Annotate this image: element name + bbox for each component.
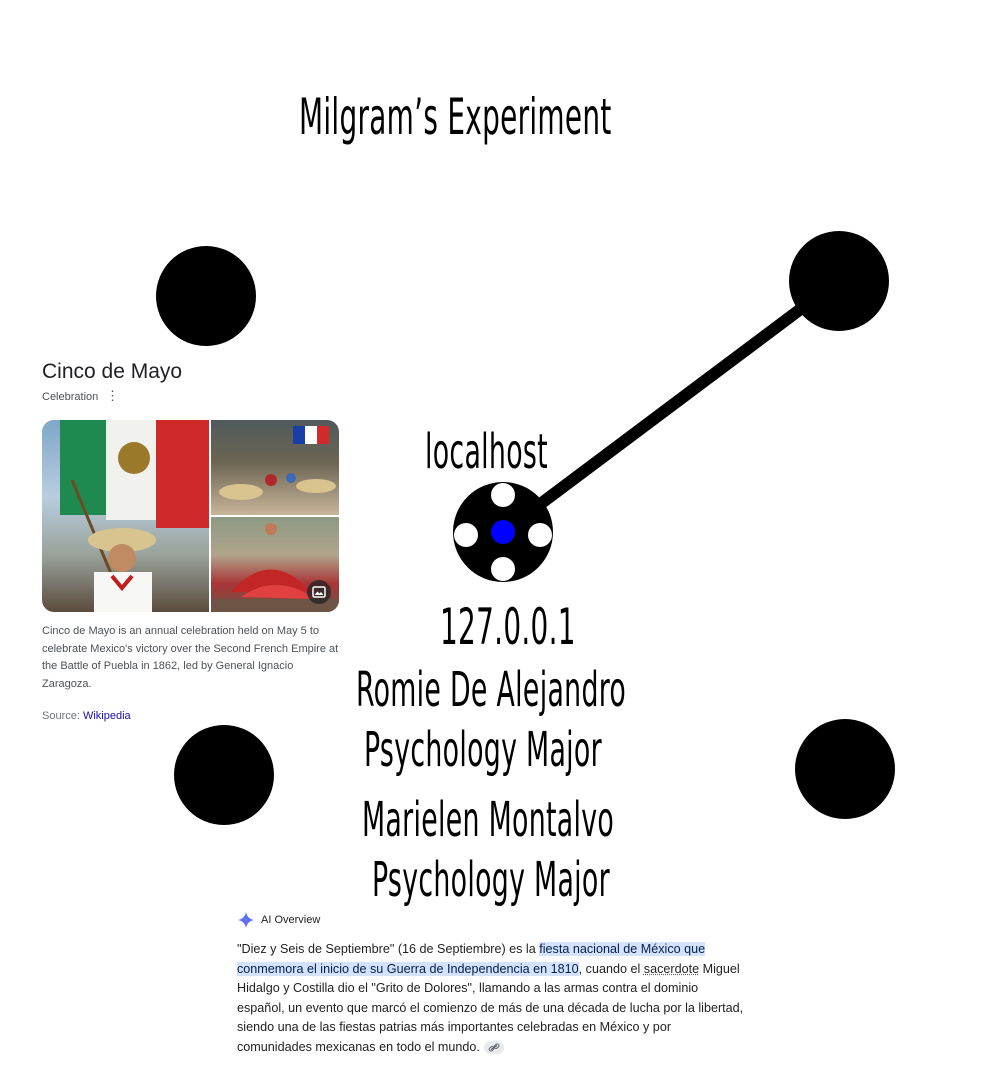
more-vert-icon[interactable]: ⋮ [106, 388, 119, 403]
parade-illustration [211, 420, 339, 515]
link-icon[interactable] [484, 1041, 504, 1054]
node-top-right[interactable] [789, 231, 889, 331]
knowledge-panel-source [42, 710, 131, 722]
localhost-node[interactable] [453, 482, 553, 582]
wikipedia-link[interactable]: Wikipedia [82, 710, 131, 722]
knowledge-panel-title: Cinco de Mayo [42, 360, 183, 383]
localhost-core [491, 520, 515, 544]
host-label: localhost [425, 424, 548, 480]
node-bottom-left[interactable] [174, 725, 274, 825]
localhost-port-left [454, 523, 478, 547]
localhost-port-top [491, 483, 515, 507]
source-label: Source: [42, 710, 80, 722]
gallery-image-parade[interactable] [211, 420, 339, 515]
ai-overview-title: AI Overview [261, 914, 321, 926]
ai-overview-header [237, 910, 320, 930]
node-top-left[interactable] [156, 246, 256, 346]
gallery-image-dancers[interactable] [211, 517, 339, 612]
author-2-role: Psychology Major [372, 852, 610, 908]
ai-definition-term[interactable]: sacerdote [643, 961, 700, 976]
ai-text-part-1: "Diez y Seis de Septiembre" (16 de Septiembre) es la [237, 942, 540, 956]
gemini-sparkle-icon [237, 911, 255, 929]
gallery-image-flag-boy[interactable] [42, 420, 209, 612]
ai-overview-body [237, 940, 747, 1058]
ai-text-part-2: , cuando el [578, 961, 644, 976]
ip-address-label: 127.0.0.1 [440, 598, 576, 656]
node-bottom-right[interactable] [795, 719, 895, 819]
flag-illustration [42, 420, 209, 612]
edge-localhost-to-node-top-right [503, 281, 838, 532]
ai-highlight[interactable]: fiesta nacional de México que conmemora el inicio de su Guerra de Independencia en 1810 [237, 942, 706, 976]
page-title: Milgram’s Experiment [299, 88, 612, 146]
author-1-role: Psychology Major [364, 722, 602, 778]
localhost-port-bottom [491, 557, 515, 581]
author-1-name: Romie De Alejandro [356, 662, 627, 718]
knowledge-panel-description: Cinco de Mayo is an annual celebration held on May 5 to celebrate Mexico's victory over the Second French Empire at the Battle of Puebla in 1862, led by General Ignacio Zaragoza. [42, 625, 339, 690]
author-2-name: Marielen Montalvo [362, 792, 615, 848]
ai-text-part-3: Miguel Hidalgo y Costilla dio el "Grito de Dolores", llamando a las armas contra el dominio español, un evento que marcó el comienzo de más de una década de lucha por la libertad, siendo una de las fiestas patrias más importantes celebradas en México y por comunidades mexicanas en todo el mundo. [237, 961, 744, 1054]
image-icon[interactable] [307, 580, 331, 604]
knowledge-panel-subtitle: Celebration [42, 391, 99, 403]
localhost-port-right [528, 523, 552, 547]
knowledge-panel-gallery[interactable] [42, 420, 339, 612]
